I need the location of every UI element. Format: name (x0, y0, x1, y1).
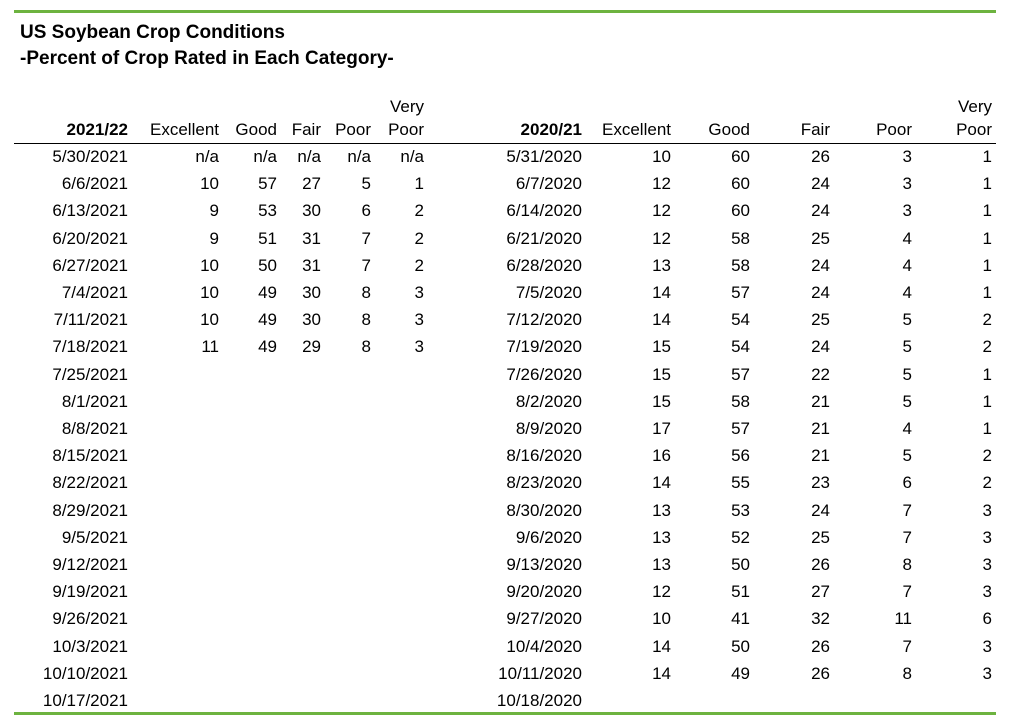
left-poor-cell: 8 (361, 310, 371, 330)
right-date-cell: 7/12/2020 (506, 310, 582, 330)
left-fair-cell: 31 (302, 228, 321, 248)
left-date-cell: 6/27/2021 (52, 255, 128, 275)
right-date-cell: 5/31/2020 (506, 147, 582, 166)
left-date-cell: 8/8/2021 (61, 419, 128, 438)
left-verypoor-header-line1: Very (389, 97, 424, 116)
right-fair-cell: 25 (811, 310, 830, 330)
top-rule (14, 10, 996, 13)
left-poor-cell: n/a (347, 147, 371, 166)
right-excellent-cell: 15 (652, 337, 671, 357)
left-poor-header: Poor (335, 120, 371, 139)
right-fair-cell: 32 (811, 609, 830, 629)
right-good-header: Good (708, 120, 750, 139)
right-excellent-cell: 16 (652, 446, 671, 466)
right-good-cell: 54 (731, 337, 750, 357)
right-date-cell: 7/26/2020 (506, 364, 582, 384)
left-fair-cell: n/a (297, 147, 321, 166)
right-date-cell: 8/30/2020 (506, 500, 582, 520)
right-excellent-cell: 14 (652, 636, 671, 656)
right-fair-cell: 24 (811, 337, 830, 357)
right-poor-cell: 8 (902, 555, 912, 574)
left-good-cell: 49 (258, 337, 277, 357)
left-very-poor-cell: 1 (414, 174, 424, 194)
right-season-header: 2020/21 (520, 120, 582, 139)
left-fair-cell: 31 (302, 255, 321, 275)
right-fair-cell: 25 (811, 527, 830, 547)
right-excellent-header: Excellent (602, 120, 671, 139)
left-very-poor-cell: 3 (414, 310, 424, 330)
right-date-cell: 8/23/2020 (506, 473, 582, 493)
right-very-poor-cell: 6 (982, 609, 992, 629)
left-very-poor-cell: 3 (414, 283, 424, 302)
right-poor-cell: 3 (902, 147, 912, 166)
right-very-poor-cell: 1 (982, 201, 992, 221)
right-date-cell: 9/6/2020 (515, 527, 582, 547)
right-fair-cell: 22 (811, 364, 830, 384)
right-fair-cell: 23 (811, 473, 830, 493)
right-fair-cell: 26 (811, 555, 830, 574)
left-very-poor-cell: n/a (400, 147, 424, 166)
right-poor-cell: 3 (902, 201, 912, 221)
right-excellent-cell: 12 (652, 582, 671, 602)
right-fair-cell: 21 (811, 391, 830, 411)
left-fair-cell: 30 (302, 283, 321, 302)
right-very-poor-cell: 1 (982, 228, 992, 248)
right-poor-cell: 4 (902, 228, 912, 248)
right-fair-cell: 24 (811, 283, 830, 302)
left-date-cell: 8/1/2021 (61, 391, 128, 411)
right-fair-header: Fair (800, 120, 830, 139)
right-poor-cell: 4 (902, 419, 912, 438)
left-date-cell: 10/3/2021 (52, 636, 128, 656)
right-good-cell: 51 (731, 582, 750, 602)
right-good-cell: 58 (731, 391, 750, 411)
right-date-cell: 6/21/2020 (506, 228, 582, 248)
right-poor-cell: 6 (902, 473, 912, 493)
left-excellent-cell: 10 (200, 255, 219, 275)
left-date-cell: 10/10/2021 (42, 663, 128, 683)
left-date-cell: 6/20/2021 (52, 228, 128, 248)
left-poor-cell: 7 (361, 228, 371, 248)
left-date-cell: 8/29/2021 (52, 500, 128, 520)
right-poor-cell: 7 (902, 527, 912, 547)
right-good-cell: 54 (731, 310, 750, 330)
right-excellent-cell: 13 (652, 555, 671, 574)
left-date-cell: 9/12/2021 (52, 555, 128, 574)
left-very-poor-cell: 2 (414, 255, 424, 275)
left-excellent-cell: 10 (200, 174, 219, 194)
right-excellent-cell: 12 (652, 228, 671, 248)
left-excellent-cell: 10 (200, 283, 219, 302)
left-good-cell: 53 (258, 201, 277, 221)
right-very-poor-cell: 1 (982, 147, 992, 166)
right-very-poor-cell: 2 (982, 446, 992, 466)
right-date-cell: 6/14/2020 (506, 201, 582, 221)
right-poor-cell: 3 (902, 174, 912, 194)
right-very-poor-cell: 1 (982, 419, 992, 438)
left-date-cell: 10/17/2021 (42, 691, 128, 710)
right-poor-cell: 11 (894, 609, 912, 629)
left-poor-cell: 8 (361, 337, 371, 357)
right-excellent-cell: 12 (652, 201, 671, 221)
left-very-poor-cell: 2 (414, 228, 424, 248)
left-date-cell: 9/5/2021 (61, 527, 128, 547)
right-very-poor-cell: 3 (982, 582, 992, 602)
right-good-cell: 50 (731, 555, 750, 574)
right-date-cell: 9/13/2020 (506, 555, 582, 574)
right-excellent-cell: 15 (652, 364, 671, 384)
left-date-cell: 8/15/2021 (52, 446, 128, 466)
right-very-poor-cell: 2 (982, 337, 992, 357)
right-very-poor-cell: 1 (982, 364, 992, 384)
right-excellent-cell: 14 (652, 310, 671, 330)
right-good-cell: 57 (731, 419, 750, 438)
right-fair-cell: 25 (811, 228, 830, 248)
left-date-cell: 5/30/2021 (52, 147, 128, 166)
right-very-poor-cell: 1 (982, 283, 992, 302)
left-date-cell: 7/11/2021 (53, 310, 128, 330)
right-very-poor-cell: 3 (982, 555, 992, 574)
right-verypoor-header-line2: Poor (956, 120, 992, 139)
right-poor-cell: 4 (902, 255, 912, 275)
left-date-cell: 8/22/2021 (52, 473, 128, 493)
left-date-cell: 7/4/2021 (61, 283, 128, 302)
left-fair-cell: 27 (302, 174, 321, 194)
right-date-cell: 7/19/2020 (506, 337, 582, 357)
right-poor-cell: 7 (902, 582, 912, 602)
left-good-header: Good (235, 120, 277, 139)
right-good-cell: 57 (731, 364, 750, 384)
right-excellent-cell: 14 (652, 663, 671, 683)
left-poor-cell: 7 (361, 255, 371, 275)
right-good-cell: 50 (731, 636, 750, 656)
left-poor-cell: 5 (361, 174, 371, 194)
right-good-cell: 60 (731, 147, 750, 166)
left-date-cell: 7/25/2021 (52, 364, 128, 384)
right-good-cell: 41 (731, 609, 750, 629)
right-very-poor-cell: 3 (982, 500, 992, 520)
right-date-cell: 9/27/2020 (506, 609, 582, 629)
left-poor-cell: 8 (361, 283, 371, 302)
left-very-poor-cell: 2 (414, 201, 424, 221)
right-poor-cell: 7 (902, 636, 912, 656)
right-fair-cell: 24 (811, 174, 830, 194)
left-date-cell: 7/18/2021 (52, 337, 128, 357)
left-fair-cell: 29 (302, 337, 321, 357)
right-date-cell: 6/7/2020 (515, 174, 582, 194)
page-subtitle: -Percent of Crop Rated in Each Category- (20, 48, 394, 69)
left-fair-header: Fair (291, 120, 321, 139)
right-date-cell: 8/16/2020 (506, 446, 582, 466)
left-date-cell: 6/6/2021 (61, 174, 128, 194)
right-fair-cell: 24 (811, 255, 830, 275)
right-date-cell: 10/11/2020 (498, 663, 582, 683)
left-excellent-cell: 9 (209, 228, 219, 248)
right-date-cell: 10/4/2020 (506, 636, 582, 656)
right-excellent-cell: 14 (652, 473, 671, 493)
left-season-header: 2021/22 (66, 120, 128, 139)
right-good-cell: 58 (731, 228, 750, 248)
right-good-cell: 53 (731, 500, 750, 520)
left-very-poor-cell: 3 (414, 337, 424, 357)
right-poor-cell: 8 (902, 663, 912, 683)
right-good-cell: 60 (731, 174, 750, 194)
right-excellent-cell: 13 (652, 527, 671, 547)
right-fair-cell: 24 (811, 500, 830, 520)
left-good-cell: 57 (258, 174, 277, 194)
left-verypoor-header-line2: Poor (388, 120, 424, 139)
right-excellent-cell: 10 (652, 609, 671, 629)
left-good-cell: n/a (253, 147, 277, 166)
right-excellent-cell: 10 (652, 147, 671, 166)
right-good-cell: 58 (731, 255, 750, 275)
right-poor-cell: 5 (902, 337, 912, 357)
left-excellent-cell: 10 (200, 310, 219, 330)
left-excellent-header: Excellent (150, 120, 219, 139)
right-poor-cell: 5 (902, 446, 912, 466)
right-excellent-cell: 13 (652, 500, 671, 520)
right-date-cell: 10/18/2020 (496, 691, 582, 710)
right-good-cell: 56 (731, 446, 750, 466)
right-date-cell: 8/2/2020 (515, 391, 582, 411)
right-good-cell: 57 (731, 283, 750, 302)
right-excellent-cell: 13 (652, 255, 671, 275)
right-poor-cell: 7 (902, 500, 912, 520)
right-poor-cell: 5 (902, 391, 912, 411)
right-very-poor-cell: 2 (982, 310, 992, 330)
right-fair-cell: 26 (811, 636, 830, 656)
header-underline (14, 143, 996, 144)
right-poor-cell: 5 (902, 364, 912, 384)
right-fair-cell: 24 (811, 201, 830, 221)
left-date-cell: 6/13/2021 (52, 201, 128, 221)
right-very-poor-cell: 3 (982, 663, 992, 683)
right-verypoor-header-line1: Very (957, 97, 992, 116)
right-good-cell: 55 (731, 473, 750, 493)
right-poor-header: Poor (876, 120, 912, 139)
right-excellent-cell: 14 (652, 283, 671, 302)
right-fair-cell: 26 (811, 663, 830, 683)
bottom-rule (14, 712, 996, 715)
right-excellent-cell: 17 (652, 419, 671, 438)
left-poor-cell: 6 (361, 201, 371, 221)
right-fair-cell: 27 (811, 582, 830, 602)
right-fair-cell: 26 (811, 147, 830, 166)
right-date-cell: 6/28/2020 (506, 255, 582, 275)
right-poor-cell: 4 (902, 283, 912, 302)
right-very-poor-cell: 3 (982, 636, 992, 656)
left-good-cell: 49 (258, 310, 277, 330)
right-excellent-cell: 15 (652, 391, 671, 411)
left-good-cell: 50 (258, 255, 277, 275)
left-excellent-cell: n/a (195, 147, 219, 166)
left-date-cell: 9/19/2021 (52, 582, 128, 602)
right-date-cell: 9/20/2020 (506, 582, 582, 602)
right-very-poor-cell: 2 (982, 473, 992, 493)
right-good-cell: 49 (731, 663, 750, 683)
right-very-poor-cell: 3 (982, 527, 992, 547)
right-date-cell: 7/5/2020 (515, 283, 582, 302)
left-date-cell: 9/26/2021 (52, 609, 128, 629)
left-excellent-cell: 11 (201, 337, 219, 357)
right-good-cell: 60 (731, 201, 750, 221)
right-fair-cell: 21 (811, 446, 830, 466)
right-poor-cell: 5 (902, 310, 912, 330)
left-excellent-cell: 9 (209, 201, 219, 221)
right-very-poor-cell: 1 (982, 174, 992, 194)
left-good-cell: 49 (258, 283, 277, 302)
right-very-poor-cell: 1 (982, 255, 992, 275)
right-very-poor-cell: 1 (982, 391, 992, 411)
right-fair-cell: 21 (811, 419, 830, 438)
right-date-cell: 8/9/2020 (515, 419, 582, 438)
left-good-cell: 51 (258, 228, 277, 248)
right-excellent-cell: 12 (652, 174, 671, 194)
left-fair-cell: 30 (302, 201, 321, 221)
right-good-cell: 52 (731, 527, 750, 547)
page-title: US Soybean Crop Conditions (20, 22, 285, 43)
left-fair-cell: 30 (302, 310, 321, 330)
